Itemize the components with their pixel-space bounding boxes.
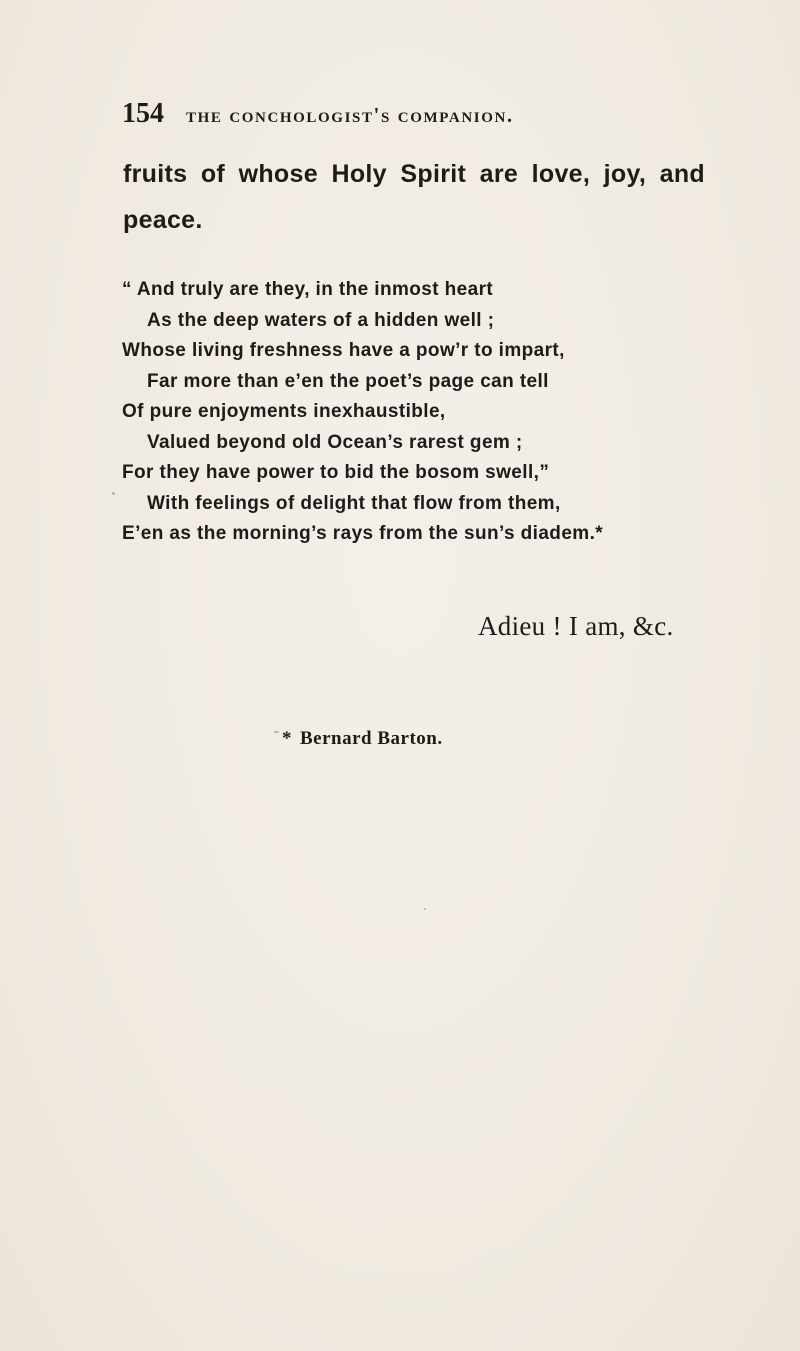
- prose-line-2: peace.: [123, 206, 203, 234]
- running-title: the conchologist's companion.: [186, 103, 514, 127]
- signoff: Adieu ! I am, &c.: [478, 611, 674, 641]
- poem-line-7: For they have power to bid the bosom swell,”: [122, 462, 550, 483]
- poem-line-6: Valued beyond old Ocean’s rarest gem ;: [147, 431, 523, 453]
- running-head: [122, 98, 682, 134]
- poem-line-9: E’en as the morning’s rays from the sun’s diadem.*: [122, 523, 604, 544]
- poem-line-2: As the deep waters of a hidden well ;: [147, 309, 495, 331]
- paper-speck: [274, 731, 279, 733]
- poem-line-5: Of pure enjoyments inexhaustible,: [122, 401, 446, 422]
- paper-speck: [112, 492, 115, 495]
- footnote-mark: *: [282, 728, 292, 749]
- poem-quotation: [122, 275, 722, 550]
- page-number: 154: [122, 98, 164, 129]
- poem-line-4: Far more than e’en the poet’s page can tell: [147, 370, 549, 392]
- footnote: [282, 728, 443, 750]
- prose-paragraph: [123, 151, 703, 243]
- poem-line-1: “ And truly are they, in the inmost heart: [122, 279, 494, 300]
- footnote-text: Bernard Barton.: [300, 728, 443, 749]
- prose-line-1: fruits of whose Holy Spirit are love, joy, and: [123, 160, 705, 188]
- poem-line-8: With feelings of delight that flow from them,: [147, 492, 561, 514]
- paper-speck: [424, 908, 426, 910]
- poem-line-3: Whose living freshness have a pow’r to impart,: [122, 340, 565, 361]
